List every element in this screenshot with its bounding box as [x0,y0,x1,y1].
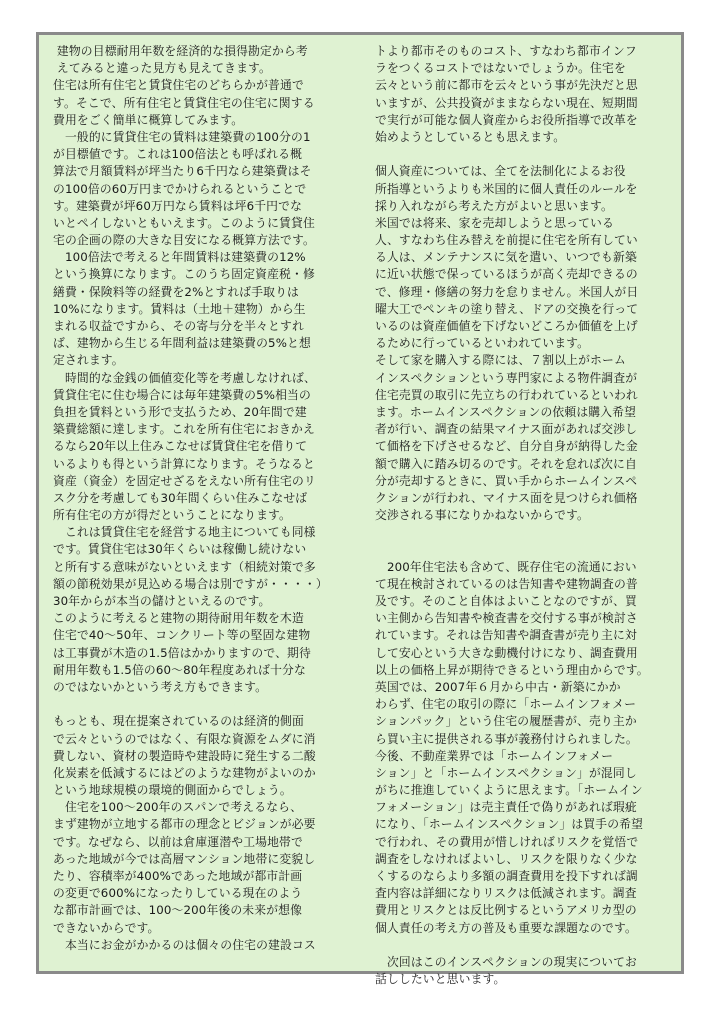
text-line: もっとも、現在提案されているのは経済的側面 [53,714,304,729]
text-line: 住宅を100～200年のスパンで考えるなら、 [53,800,303,815]
text-line: 時間的な金銭の価値変化等を考慮しなければ、 [53,370,316,385]
text-line: まず建物が立地する都市の理念とビジョンが必要 [53,817,316,832]
text-line: 住宅は所有住宅と賃貸住宅のどちらかが普通で [53,78,304,93]
text-line: 英国では、2007年６月から中古・新築にかか [375,679,621,694]
text-line: 個人責任の考え方の普及も重要な課題なのです。 [375,920,637,935]
text-line: 云々という前に都市を云々という事が先決だと思 [375,78,638,93]
text-line: ション」と「ホームインスペクション」が混同し [375,765,637,780]
text-line: インスペクションという専門家による物件調査が [375,370,638,385]
text-line: で実行が可能な個人資産からお役所指導で改革を [375,112,638,127]
text-line: す。建築費が坪60万円なら賃料は坪6千円でな [53,198,303,213]
text-line: 資産（資金）を固定せざるをえない所有住宅のリ [53,473,316,488]
text-line: 化炭素を低減するにはどのような建物がよいのか [53,765,316,780]
text-line: のではないかという考え方もできます。 [53,679,268,694]
text-line: です。なぜなら、以前は倉庫運潜や工場地帯で [53,834,303,849]
text-line: 賃貸住宅に住む場合には毎年建築費の5%相当の [53,387,311,402]
text-line: 本当にお金がかかるのは個々の住宅の建設コス [53,937,316,952]
text-line: できないからです。 [53,920,160,935]
right-column [375,43,673,988]
text-line: の100倍の60万円までかけられるということで [53,181,307,196]
text-line: 個人資産については、全てを法制化によるお役 [375,164,626,179]
text-line: 費用をごく簡単に概算してみます。 [53,112,244,127]
text-line: が目標値です。これは100倍法とも呼ばれる概 [53,147,303,162]
text-line: 費用とリスクとは反比例するというアメリカ型の [375,903,637,918]
text-line: 調査をしなければよいし、リスクを限りなく少な [375,851,638,866]
text-line: いますが、公共投資がままならない現在、短期間 [375,95,638,110]
text-line: クションが行われ、マイナス面を見つけられ価格 [375,490,638,505]
text-line: 話ししたいと思います。 [375,972,506,987]
text-line: の変更で600%になったりしている現在のよう [53,886,303,901]
text-line: は工事費が木造の1.5倍はかかりますので、期待 [53,645,311,660]
text-line: ば、建物から生じる年間利益は建築費の5%と想 [53,336,311,351]
text-line: れています。それは告知書や調査書が売り主に対 [375,628,637,643]
text-line: るために行っているといわれています。 [375,336,590,351]
text-line [375,146,673,163]
text-line: す。そこで、所有住宅と賃貸住宅の住宅に関する [53,95,315,110]
text-line: い主側から告知書や検査書を交付する事が検討さ [375,611,638,626]
text-line: ションパック」という住宅の履歴書が、売り主か [375,714,637,729]
text-line: いるよりも得という計算になります。そうなると [53,456,315,471]
text-line: そして家を購入する際には、７割以上がホーム [375,353,626,368]
text-line: くするのならより多額の調査費用を投下すれば調 [375,869,638,883]
text-line: 採り入れながら考えた方がよいと思います。 [375,198,613,213]
text-line: ます。ホームインスペクションの依頼は購入希望 [375,404,637,419]
text-line: わらず、住宅の取引の際に「ホームインフォメー [375,697,637,712]
text-line: て価格を下げさせるなど、自分自身が納得した金 [375,439,638,454]
text-line: いとペイしないともいえます。このように賃貸住 [53,215,315,230]
text-line: フォメーション」は売主責任で偽りがあれば瑕疵 [375,800,637,815]
text-line: 次回はこのインスペクションの現実についてお [375,954,638,969]
text-line: あった地域が今では高層マンション地帯に変貌し [53,851,316,866]
text-line: 交渉される事になりかねないからです。 [375,508,589,523]
text-line: 30年からが本当の儲けといえるのです。 [53,594,271,608]
text-line: 算法で月額賃料が坪当たり6千円なら建築費はそ [53,164,312,179]
text-line: という換算になります。このうち固定資産税・修 [53,267,315,282]
text-line: 100倍法で考えると年間賃料は建築費の12% [53,250,306,265]
text-line: 繕費・保険料等の経費を2%とすれば手取りは [53,284,300,299]
left-column [53,43,353,954]
text-line: ら買い主に提供される事が義務付けられました。 [375,731,638,746]
text-line: 負担を賃料という形で支払うため、20年間で建 [53,404,307,419]
text-line: 曜大工でペンキの塗り替え、ドアの交換を行って [375,301,639,316]
text-line: 米国では将来、家を売却しようと思っている [375,215,614,230]
text-line: 及です。そのこと自体はよいことなのですが、買 [375,594,637,608]
text-line: スク分を考慮しても30年間くらい住みこなせば [53,490,308,505]
text-line: 額で購入に踏み切るのです。それを怠れば次に自 [375,456,637,471]
text-line: 所指導というよりも米国的に個人責任のルールを [375,181,638,196]
text-line: 築費総額に達します。これを所有住宅におきかえ [53,422,315,437]
text-line: ラをつくるコストではないでしょうか。住宅を [375,61,626,76]
text-line [375,541,673,558]
text-line: と所有する意味がないといえます（相続対策で多 [53,559,316,574]
text-line: になり、「ホームインスペクション」は買手の希望 [375,817,644,832]
text-line: 住宅売買の取引に先立ちの行われているといわれ [375,387,638,402]
text-line: 以上の価格上昇が期待できるという理由からです。 [375,662,649,677]
text-line: 定されます。 [53,353,124,368]
text-line: 耐用年数も1.5倍の60～80年程度あれば十分な [53,662,306,677]
text-line: えてみると違った見方も見えてきます。 [53,61,272,76]
text-line: 額の節税効果が見込める場合は別ですが・・・・） [53,576,328,591]
text-line: という地球規模の環境的側面からでしょう。 [53,783,292,798]
text-line [375,937,673,954]
text-line: 者が行い、調査の結果マイナス面があれば交渉し [375,422,638,437]
text-line: たり、容積率が400%であった地域が都市計画 [53,869,303,883]
text-line: まれる収益ですから、その寄与分を半々とすれ [53,319,304,333]
text-line: 建物の目標耐用年数を経済的な損得勘定から考 [53,44,308,58]
text-line: 所有住宅の方が得だということになります。 [53,508,291,523]
text-line: 一般的に賃貸住宅の賃料は建築費の100分の1 [53,129,311,144]
text-line: るなら20年以上住みこなせば賃貸住宅を借りて [53,439,308,454]
text-line: 宅の企画の際の大きな目安になる概算方法です。 [53,233,315,248]
text-line: このように考えると建物の期待耐用年数を木造 [53,611,304,626]
text-line: 費しない、資材の製造時や建設時に発生する二酸 [53,748,316,763]
text-line: して安心という大きな動機付けになり、調査費用 [375,645,638,660]
text-line: 査内容は詳細になりリスクは低減されます。調査 [375,886,637,901]
text-line: がちに推進していくように思えます。「ホームイン [375,783,643,798]
text-line: で、修理・修繕の努力を怠りません。米国人が日 [375,284,639,299]
text-line: です。賃貸住宅は30年くらいは稼働し続けない [53,542,307,557]
text-line: で云々というのではなく、有限な資源をムダに消 [53,731,316,746]
text-line: いるのは資産価値を下げないどころか価値を上げ [375,319,638,333]
text-line: 今後、不動産業界では「ホームインフォメー [375,748,614,763]
text-line: 住宅で40～50年、コンクリート等の堅固な建物 [53,628,311,643]
text-line: る人は、メンテナンスに気を遣い、いつでも新築 [375,250,637,265]
text-line [375,524,673,541]
text-line: で行われ、その費用が惜しければリスクを覚悟で [375,834,639,849]
article-panel [36,32,684,987]
text-line: 200年住宅法も含めて、既存住宅の流通におい [375,559,637,574]
text-line: に近い状態で保っているほうが高く売却できるの [375,267,638,282]
text-line: トより都市そのものコスト、すなわち都市インフ [375,44,637,58]
text-line: これは賃貸住宅を経営する地主についても同様 [53,525,316,540]
text-line: 始めようとしているとも思えます。 [375,129,566,144]
text-line: 10%になります。賃料は（土地＋建物）から生 [53,301,306,316]
text-line: て現在検討されているのは告知書や建物調査の普 [375,576,638,591]
text-line: 分が売却するときに、買い手からホームインスペ [375,473,638,488]
text-line [53,696,353,713]
text-line: 人、すなわち住み替えを前提に住宅を所有してい [375,233,638,248]
text-line: な都市計画では、100～200年後の未来が想像 [53,903,303,918]
